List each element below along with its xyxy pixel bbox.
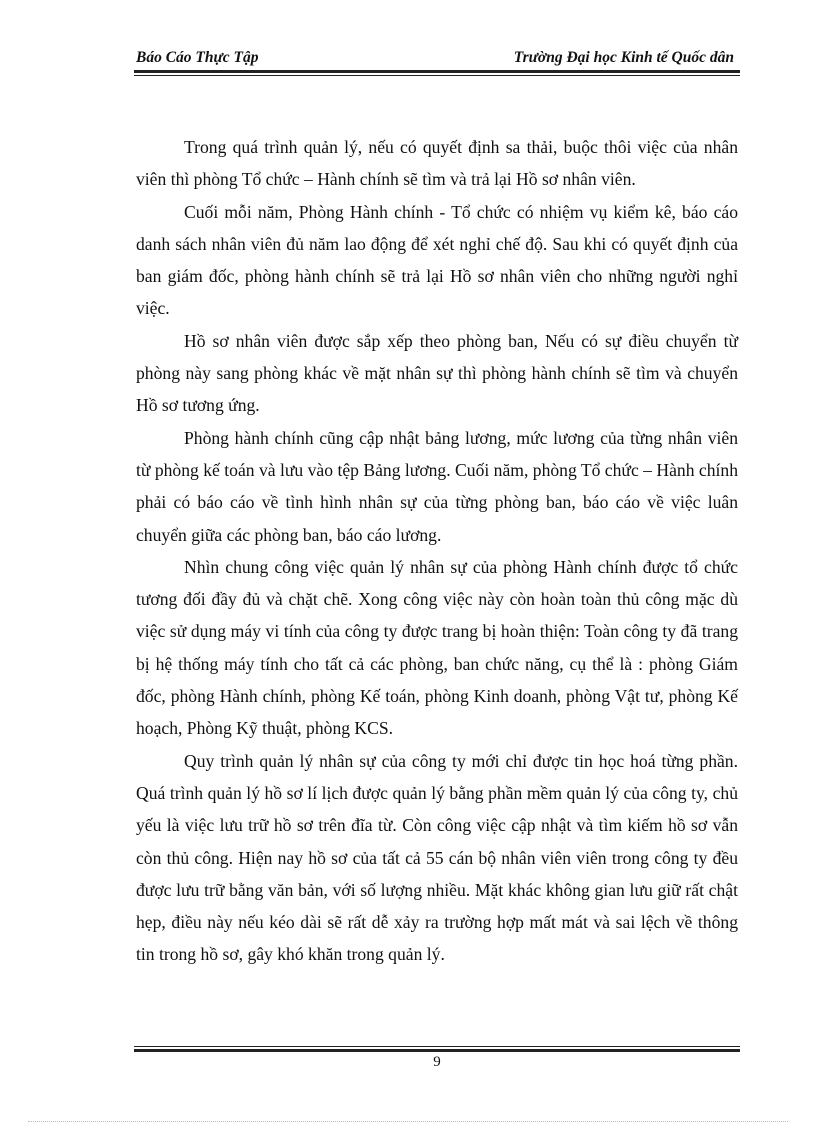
header-report-title: Báo Cáo Thực Tập bbox=[136, 49, 259, 66]
footer-rule-thin bbox=[134, 1046, 740, 1047]
paragraph: Hồ sơ nhân viên được sắp xếp theo phòng ban, Nếu có sự điều chuyển từ phòng này sang phòng khác về mặt nhân sự thì phòng hành chính sẽ tìm và chuyển Hồ sơ tương ứng. bbox=[136, 330, 738, 416]
page-number: 9 bbox=[433, 1054, 441, 1070]
paragraph: Cuối mỗi năm, Phòng Hành chính - Tổ chức có nhiệm vụ kiểm kê, báo cáo danh sách nhân viên đủ năm lao động để xét nghỉ chế độ. Sau khi có quyết định của ban giám đốc, phòng hành chính sẽ trả lại Hồ sơ nhân viên cho những người nghỉ việc. bbox=[136, 201, 738, 319]
paragraph: Quy trình quản lý nhân sự của công ty mới chỉ được tin học hoá từng phần. Quá trình quản lý hồ sơ lí lịch được quản lý bằng phần mềm quản lý của công ty, chủ yếu là việc lưu trữ hồ sơ trên đĩa từ. Còn công việc cập nhật và tìm kiếm hồ sơ vẫn còn thủ công. Hiện nay hồ sơ của tất cả 55 cán bộ nhân viên viên trong công ty đều được lưu trữ bằng văn bản, với số lượng nhiều. Mặt khác không gian lưu giữ rất chật hẹp, điều này nếu kéo dài sẽ rất dễ xảy ra trường hợp mất mát và sai lệch về thông tin trong hồ sơ, gây khó khăn trong quản lý. bbox=[136, 750, 738, 965]
header-university-name: Trường Đại học Kinh tế Quốc dân bbox=[513, 49, 734, 66]
paragraph: Phòng hành chính cũng cập nhật bảng lương, mức lương của từng nhân viên từ phòng kế toán và lưu vào tệp Bảng lương. Cuối năm, phòng Tổ chức – Hành chính phải có báo cáo về tình hình nhân sự của từng phòng ban, báo cáo về việc luân chuyển giữa các phòng ban, báo cáo lương. bbox=[136, 427, 738, 545]
header-rule-thick bbox=[134, 70, 740, 73]
page-bottom-edge bbox=[28, 1121, 788, 1122]
document-body bbox=[136, 131, 738, 971]
page-header bbox=[134, 47, 740, 69]
paragraph: Trong quá trình quản lý, nếu có quyết định sa thải, buộc thôi việc của nhân viên thì phòng Tổ chức – Hành chính sẽ tìm và trả lại Hồ sơ nhân viên. bbox=[136, 137, 738, 190]
header-rule-thin bbox=[134, 75, 740, 76]
paragraph: Nhìn chung công việc quản lý nhân sự của phòng Hành chính được tổ chức tương đối đầy đủ và chặt chẽ. Xong công việc này còn hoàn toàn thủ công mặc dù việc sử dụng máy vi tính của công ty được trang bị hoàn thiện: Toàn công ty đã trang bị hệ thống máy tính cho tất cả các phòng, ban chức năng, cụ thể là : phòng Giám đốc, phòng Hành chính, phòng Kế toán, phòng Kinh doanh, phòng Vật tư, phòng Kế hoạch, Phòng Kỹ thuật, phòng KCS. bbox=[136, 556, 738, 739]
